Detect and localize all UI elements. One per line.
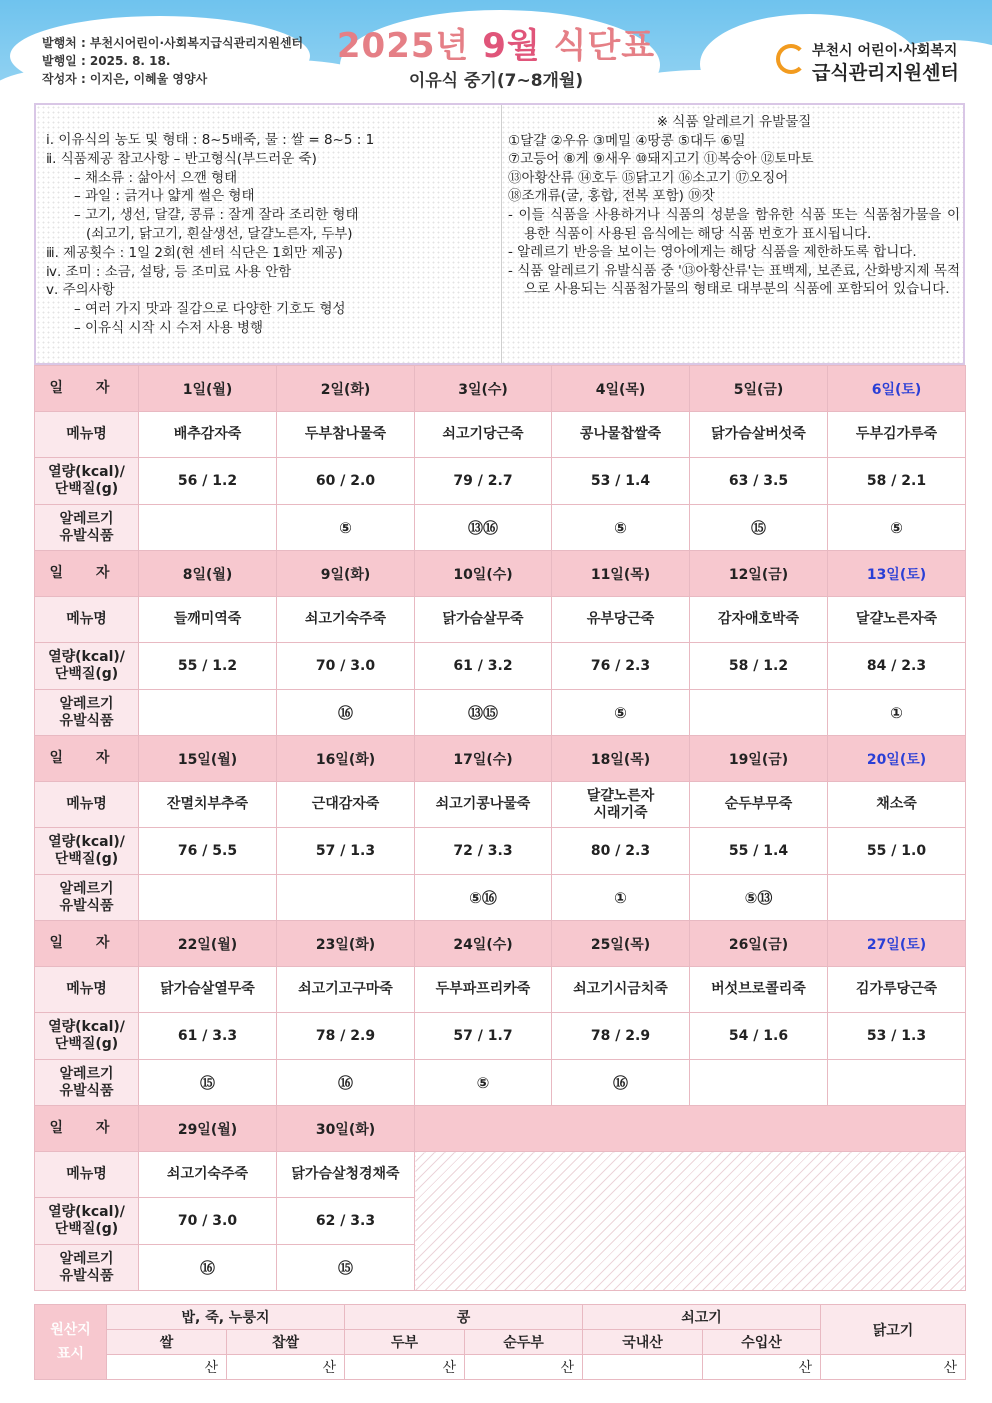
allergen-codes: ⑤ <box>415 1060 552 1106</box>
allergen-label-line-2: 유발식품 <box>59 1082 114 1099</box>
menu-item: 쇠고기당근죽 <box>415 412 552 458</box>
origin-value: 산 <box>345 1355 465 1380</box>
guideline-line: – 채소류 : 삶아서 으깬 형태 <box>74 169 238 186</box>
smile-logo-icon <box>776 44 806 74</box>
day-header: 4일(목) <box>552 366 690 412</box>
allergen-row <box>35 1060 966 1106</box>
nutrition-label-line-1: 열량(kcal)/ <box>48 464 125 480</box>
day-header: 15일(월) <box>139 736 277 782</box>
day-header: 16일(화) <box>277 736 415 782</box>
date-row <box>35 551 966 597</box>
allergen-label-line-2: 유발식품 <box>59 712 114 729</box>
day-header: 5일(금) <box>690 366 828 412</box>
origin-value: 산 <box>703 1355 821 1380</box>
nutrition-value: 53 / 1.3 <box>828 1013 966 1060</box>
allergen-codes <box>139 875 277 921</box>
menu-item: 달걀노른자 시래기죽 <box>552 782 690 828</box>
nutrition-value: 55 / 1.2 <box>139 643 277 690</box>
title-year: 2025년 <box>336 26 483 66</box>
day-header: 23일(화) <box>277 921 415 967</box>
origin-value <box>583 1355 703 1380</box>
allergen-info <box>508 113 960 299</box>
nutrition-label <box>35 1198 139 1245</box>
menu-item: 닭가슴살열무죽 <box>139 967 277 1013</box>
menu-item: 감자애호박죽 <box>690 597 828 643</box>
allergen-note: - 알레르기 반응을 보이는 영아에게는 해당 식품을 제한하도록 합니다. <box>508 244 917 261</box>
day-header: 1일(월) <box>139 366 277 412</box>
center-logo <box>776 38 976 86</box>
nutrition-value: 57 / 1.7 <box>415 1013 552 1060</box>
allergen-codes: ⑯ <box>552 1060 690 1106</box>
nutrition-value: 60 / 2.0 <box>277 458 415 505</box>
origin-sub: 찹쌀 <box>227 1330 345 1355</box>
nutrition-label <box>35 458 139 505</box>
origin-sub: 국내산 <box>583 1330 703 1355</box>
menu-item: 두부김가루죽 <box>828 412 966 458</box>
nutrition-value: 70 / 3.0 <box>139 1198 277 1245</box>
guideline-line: – 이유식 시작 시 수저 사용 병행 <box>74 319 263 336</box>
allergen-codes: ⑤⑬ <box>690 875 828 921</box>
nutrition-value: 55 / 1.4 <box>690 828 828 875</box>
origin-table <box>34 1304 966 1380</box>
menu-item: 닭가슴살버섯죽 <box>690 412 828 458</box>
nutrition-value: 78 / 2.9 <box>277 1013 415 1060</box>
day-header: 26일(금) <box>690 921 828 967</box>
feeding-guidelines <box>46 131 496 338</box>
allergen-codes <box>828 1060 966 1106</box>
nutrition-value: 54 / 1.6 <box>690 1013 828 1060</box>
date-row <box>35 366 966 412</box>
guideline-line: ⅰ. 이유식의 농도 및 형태 : 8~5배죽, 물 : 쌀 = 8~5 : 1 <box>46 132 375 148</box>
nutrition-value: 78 / 2.9 <box>552 1013 690 1060</box>
allergen-label <box>35 1060 139 1106</box>
origin-value: 산 <box>107 1355 227 1380</box>
date-row <box>35 921 966 967</box>
origin-group: 닭고기 <box>821 1305 966 1355</box>
allergen-codes: ⑯ <box>277 1060 415 1106</box>
notes-box <box>34 103 965 365</box>
nutrition-value: 80 / 2.3 <box>552 828 690 875</box>
allergen-codes: ① <box>828 690 966 736</box>
nutrition-label-line-1: 열량(kcal)/ <box>48 1019 125 1035</box>
menu-label: 메뉴명 <box>35 782 139 828</box>
menu-item: 쇠고기콩나물죽 <box>415 782 552 828</box>
allergen-codes: ⑬⑮ <box>415 690 552 736</box>
allergen-codes <box>690 690 828 736</box>
allergen-codes: ⑤ <box>277 505 415 551</box>
allergen-label <box>35 875 139 921</box>
allergen-codes: ⑤ <box>828 505 966 551</box>
menu-row <box>35 412 966 458</box>
menu-row <box>35 1152 966 1198</box>
nutrition-value: 76 / 2.3 <box>552 643 690 690</box>
date-row <box>35 1106 966 1152</box>
day-header: 9일(화) <box>277 551 415 597</box>
origin-group: 밥, 죽, 누룽지 <box>107 1305 345 1330</box>
allergen-codes: ⑤⑯ <box>415 875 552 921</box>
title-rest: 식단표 <box>540 26 656 66</box>
day-header: 24일(수) <box>415 921 552 967</box>
date-label <box>35 551 139 597</box>
date-label <box>35 736 139 782</box>
menu-item: 쇠고기숙주죽 <box>139 1152 277 1198</box>
day-header: 3일(수) <box>415 366 552 412</box>
allergen-line: ①달걀 ②우유 ③메밀 ④땅콩 ⑤대두 ⑥밀 <box>508 132 746 149</box>
date-label <box>35 366 139 412</box>
origin-value: 산 <box>227 1355 345 1380</box>
nutrition-label <box>35 643 139 690</box>
nutrition-value: 58 / 2.1 <box>828 458 966 505</box>
nutrition-value: 63 / 3.5 <box>690 458 828 505</box>
menu-item: 잔멸치부추죽 <box>139 782 277 828</box>
nutrition-label-line-2: 단백질(g) <box>54 481 119 497</box>
nutrition-value: 70 / 3.0 <box>277 643 415 690</box>
allergen-codes: ⑯ <box>277 690 415 736</box>
menu-item: 김가루당근죽 <box>828 967 966 1013</box>
allergen-label-line-2: 유발식품 <box>59 527 114 544</box>
nutrition-value: 61 / 3.3 <box>139 1013 277 1060</box>
nutrition-value: 53 / 1.4 <box>552 458 690 505</box>
nutrition-row <box>35 828 966 875</box>
date-label <box>35 1106 139 1152</box>
menu-label: 메뉴명 <box>35 597 139 643</box>
allergen-note: - 이들 식품을 사용하거나 식품의 성분을 함유한 식품 또는 식품첨가물을 이용한 식품이 사용된 음식에는 해당 식품 번호가 표시됩니다. <box>508 206 960 242</box>
allergen-label <box>35 505 139 551</box>
logo-line-2: 급식관리지원센터 <box>812 62 959 84</box>
nutrition-label <box>35 1013 139 1060</box>
publisher: 발행처 : 부천시어린이·사회복지급식관리지원센터 <box>42 36 304 50</box>
nutrition-value: 61 / 3.2 <box>415 643 552 690</box>
menu-row <box>35 967 966 1013</box>
date-label-text: 일 자 <box>49 565 124 581</box>
allergen-row <box>35 875 966 921</box>
menu-item: 닭가슴살무죽 <box>415 597 552 643</box>
allergen-codes: ⑮ <box>139 1060 277 1106</box>
allergen-row <box>35 690 966 736</box>
date-label-text: 일 자 <box>49 935 124 951</box>
allergen-label-line-1: 알레르기 <box>59 1065 114 1082</box>
day-header: 17일(수) <box>415 736 552 782</box>
nutrition-label <box>35 828 139 875</box>
allergen-codes: ⑤ <box>552 690 690 736</box>
allergen-label-line-1: 알레르기 <box>59 510 114 527</box>
allergen-label-line-1: 알레르기 <box>59 1250 114 1267</box>
day-header: 18일(목) <box>552 736 690 782</box>
menu-item: 배추감자죽 <box>139 412 277 458</box>
menu-item: 유부당근죽 <box>552 597 690 643</box>
menu-item: 채소죽 <box>828 782 966 828</box>
guideline-line: ⅴ. 주의사항 <box>46 282 115 299</box>
guideline-line: – 과일 : 긁거나 얇게 썰은 형태 <box>74 188 255 205</box>
nutrition-value: 72 / 3.3 <box>415 828 552 875</box>
menu-label: 메뉴명 <box>35 967 139 1013</box>
day-header: 25일(목) <box>552 921 690 967</box>
menu-item: 콩나물찹쌀죽 <box>552 412 690 458</box>
day-header: 20일(토) <box>828 736 966 782</box>
allergen-codes: ⑮ <box>277 1245 415 1291</box>
menu-item: 두부파프리카죽 <box>415 967 552 1013</box>
nutrition-value: 79 / 2.7 <box>415 458 552 505</box>
empty-cell <box>415 1106 966 1152</box>
menu-item: 들깨미역죽 <box>139 597 277 643</box>
origin-group: 콩 <box>345 1305 583 1330</box>
day-header: 29일(월) <box>139 1106 277 1152</box>
blank-hatched-area <box>415 1152 966 1291</box>
menu-item: 순두부무죽 <box>690 782 828 828</box>
notes-divider <box>501 105 502 363</box>
date-label-text: 일 자 <box>49 380 124 396</box>
menu-label: 메뉴명 <box>35 412 139 458</box>
guideline-line: ⅲ. 제공횟수 : 1일 2회(현 센터 식단은 1회만 제공) <box>46 244 343 261</box>
allergen-codes: ⑬⑯ <box>415 505 552 551</box>
nutrition-label-line-2: 단백질(g) <box>54 666 119 682</box>
guideline-line: ⅳ. 조미 : 소금, 설탕, 등 조미료 사용 안함 <box>46 263 292 280</box>
date-label <box>35 921 139 967</box>
allergen-label-line-1: 알레르기 <box>59 880 114 897</box>
menu-label: 메뉴명 <box>35 1152 139 1198</box>
nutrition-label-line-1: 열량(kcal)/ <box>48 649 125 665</box>
day-header: 6일(토) <box>828 366 966 412</box>
nutrition-value: 62 / 3.3 <box>277 1198 415 1245</box>
menu-row <box>35 597 966 643</box>
menu-item: 달걀노른자죽 <box>828 597 966 643</box>
day-header: 2일(화) <box>277 366 415 412</box>
origin-side-label <box>35 1305 107 1380</box>
date-label-text: 일 자 <box>49 750 124 766</box>
allergen-codes: ⑤ <box>552 505 690 551</box>
nutrition-label-line-1: 열량(kcal)/ <box>48 834 125 850</box>
allergen-label-line-2: 유발식품 <box>59 1267 114 1284</box>
day-header: 22일(월) <box>139 921 277 967</box>
allergen-codes: ① <box>552 875 690 921</box>
guideline-line: ⅱ. 식품제공 참고사항 – 반고형식(부드러운 죽) <box>46 150 317 167</box>
issue-date: 발행일 : 2025. 8. 18. <box>42 54 171 68</box>
menu-item: 닭가슴살청경채죽 <box>277 1152 415 1198</box>
nutrition-value: 84 / 2.3 <box>828 643 966 690</box>
allergen-codes: ⑯ <box>139 1245 277 1291</box>
allergen-label <box>35 1245 139 1291</box>
day-header: 13일(토) <box>828 551 966 597</box>
guideline-line: (쇠고기, 닭고기, 흰살생선, 달걀노른자, 두부) <box>86 225 353 242</box>
day-header: 27일(토) <box>828 921 966 967</box>
logo-line-1: 부천시 어린이·사회복지 <box>812 43 958 59</box>
origin-value: 산 <box>821 1355 966 1380</box>
menu-table <box>34 365 966 1291</box>
menu-row <box>35 782 966 828</box>
allergen-line: ⑦고등어 ⑧게 ⑨새우 ⑩돼지고기 ⑪복숭아 ⑫토마토 <box>508 151 814 168</box>
allergen-title: ※ 식품 알레르기 유발물질 <box>656 114 812 130</box>
nutrition-label-line-2: 단백질(g) <box>54 851 119 867</box>
allergen-line: ⑱조개류(굴, 홍합, 전복 포함) ⑲잣 <box>508 188 715 205</box>
day-header: 8일(월) <box>139 551 277 597</box>
page-subtitle: 이유식 중기(7~8개월) <box>408 71 584 91</box>
origin-side-label-1: 원산지 <box>50 1322 91 1338</box>
title-month: 9월 <box>482 26 541 66</box>
allergen-line: ⑬아황산류 ⑭호두 ⑮닭고기 ⑯소고기 ⑰오징어 <box>508 169 789 186</box>
allergen-codes <box>690 1060 828 1106</box>
nutrition-label-line-2: 단백질(g) <box>54 1221 119 1237</box>
allergen-note: - 식품 알레르기 유발식품 중 '⑬아황산류'는 표백제, 보존료, 산화방지제 목적으로 사용되는 식품첨가물의 형태로 대부분의 식품에 포함되어 있습니다. <box>508 262 960 298</box>
nutrition-value: 56 / 1.2 <box>139 458 277 505</box>
nutrition-value: 76 / 5.5 <box>139 828 277 875</box>
allergen-codes: ⑮ <box>690 505 828 551</box>
allergen-label-line-1: 알레르기 <box>59 695 114 712</box>
day-header: 12일(금) <box>690 551 828 597</box>
nutrition-label-line-2: 단백질(g) <box>54 1036 119 1052</box>
menu-item: 쇠고기고구마죽 <box>277 967 415 1013</box>
guideline-line: – 여러 가지 맛과 질감으로 다양한 기호도 형성 <box>74 301 346 318</box>
date-label-text: 일 자 <box>49 1120 124 1136</box>
menu-table-body <box>35 366 966 1291</box>
nutrition-value: 57 / 1.3 <box>277 828 415 875</box>
nutrition-row <box>35 1013 966 1060</box>
nutrition-label-line-1: 열량(kcal)/ <box>48 1204 125 1220</box>
nutrition-row <box>35 643 966 690</box>
nutrition-value: 55 / 1.0 <box>828 828 966 875</box>
allergen-label <box>35 690 139 736</box>
date-row <box>35 736 966 782</box>
allergen-codes <box>828 875 966 921</box>
nutrition-value: 58 / 1.2 <box>690 643 828 690</box>
menu-item: 두부참나물죽 <box>277 412 415 458</box>
menu-item: 쇠고기시금치죽 <box>552 967 690 1013</box>
guideline-line: – 고기, 생선, 달걀, 콩류 : 잘게 잘라 조리한 형태 <box>74 207 359 224</box>
allergen-codes <box>277 875 415 921</box>
origin-sub: 수입산 <box>703 1330 821 1355</box>
allergen-codes <box>139 690 277 736</box>
origin-group: 쇠고기 <box>583 1305 821 1330</box>
origin-sub: 두부 <box>345 1330 465 1355</box>
origin-sub: 순두부 <box>465 1330 583 1355</box>
day-header: 11일(목) <box>552 551 690 597</box>
origin-sub: 쌀 <box>107 1330 227 1355</box>
day-header: 30일(화) <box>277 1106 415 1152</box>
nutrition-row <box>35 458 966 505</box>
allergen-label-line-2: 유발식품 <box>59 897 114 914</box>
origin-side-label-2: 표시 <box>56 1346 85 1362</box>
menu-item: 버섯브로콜리죽 <box>690 967 828 1013</box>
day-header: 10일(수) <box>415 551 552 597</box>
menu-item: 쇠고기숙주죽 <box>277 597 415 643</box>
allergen-codes <box>139 505 277 551</box>
author: 작성자 : 이지은, 이혜울 영양사 <box>42 72 208 86</box>
day-header: 19일(금) <box>690 736 828 782</box>
menu-item: 근대감자죽 <box>277 782 415 828</box>
origin-value: 산 <box>465 1355 583 1380</box>
allergen-row <box>35 505 966 551</box>
